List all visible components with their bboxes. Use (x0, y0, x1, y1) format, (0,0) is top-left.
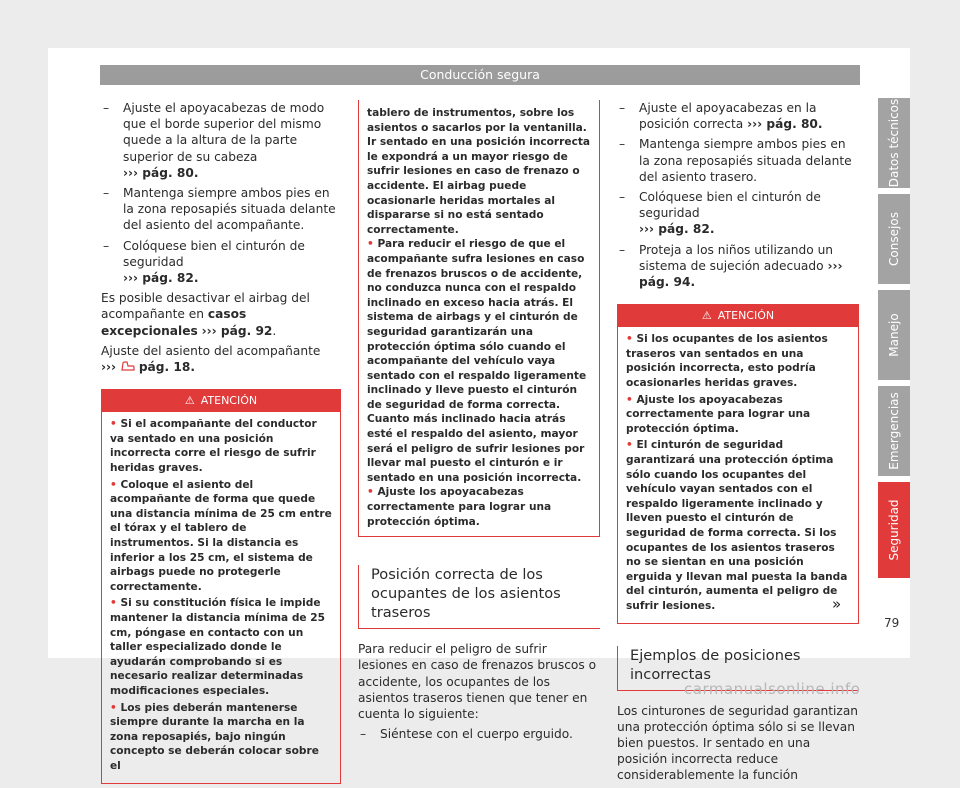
list-item: – Ajuste el apoyacabezas en la posición correcta ››› pág. 80. (617, 100, 859, 132)
list-item: – Siéntese con el cuerpo erguido. (358, 726, 600, 742)
page-number: 79 (884, 616, 900, 630)
page-reference[interactable]: ››› pág. 92 (201, 323, 273, 338)
warning-box-continued: tablero de instrumentos, sobre los asientos o sacarlos por la ventanilla. Ir sentado en una posición incorrecta le expondrá a un mayor riesgo de sufrir lesiones en caso de frenazo o accidente. El airbag puede ocasionarle heridas mortales al dispararse si no está sentado correctamente. • Para reducir el riesgo de que el acompañante sufra lesiones en caso de frenazos bruscos o de accidente, no conduzca nunca con el respaldo inclinado en exceso hacia atrás. El sistema de airbags y el cinturón de seguridad garantizarán una protección óptima sólo cuando el acompañante del vehículo vaya sentado con el respaldo ligeramente inclinado y lleve puesto el cinturón de seguridad de forma correcta. Cuanto más inclinado hacia atrás esté el respaldo del asiento, mayor será el peligro de sufrir lesiones por llevar mal puesto el cinturón e ir sentado en una posición incorrecta. • Ajuste los apoyacabezas correctamente para lograr una protección óptima. (358, 100, 600, 537)
bullet-icon: • (626, 333, 637, 346)
warning-body (618, 327, 858, 622)
list-item: – Ajuste el apoyacabezas de modo que el borde superior del mismo quede a la altura de la parte superior de su cabeza ››› pág. 80. (101, 100, 341, 181)
tab-manejo[interactable]: Manejo (878, 290, 910, 380)
paragraph: Es posible desactivar el airbag del acompañante en casos excepcionales ››› pág. 92. (101, 291, 310, 338)
page-header: Conducción segura (100, 65, 860, 85)
bullet-icon: • (626, 439, 637, 452)
list-item: – Mantenga siempre ambos pies en la zona reposapiés situada delante del asiento trasero. (617, 136, 859, 185)
page-reference[interactable]: ››› pág. 94. (639, 258, 843, 290)
page-reference[interactable]: pág. 18. (138, 360, 195, 375)
warning-triangle-icon: ⚠ (184, 394, 195, 408)
seat-icon (120, 361, 135, 372)
warning-item: • Los pies deberán mantenerse siempre durante la marcha en la zona reposapiés, bajo ningún concepto se deberán colocar sobre el (110, 701, 319, 772)
paragraph: Para reducir el peligro de sufrir lesiones en caso de frenazos bruscos o accidente, los ocupantes de los asientos traseros tienen que tener en cuenta lo siguiente: (358, 642, 597, 722)
bullet-icon: • (110, 701, 121, 714)
bullet-icon: • (367, 486, 378, 499)
column-2 (358, 100, 600, 746)
warning-triangle-icon: ⚠ (701, 309, 712, 323)
warning-item: • Si su constitución física le impide mantener la distancia mínima de 25 cm, póngase en contacto con un taller especializado donde le ayudarán comprobando si es necesario realizar determinadas modificaciones especiales. (110, 597, 326, 697)
list-item: – Proteja a los niños utilizando un sistema de sujeción adecuado ››› pág. 94. (617, 242, 859, 291)
bullet-icon: • (626, 393, 637, 406)
warning-body (102, 412, 340, 782)
chapter-tabs (878, 98, 910, 584)
bullet-icon: • (367, 238, 378, 251)
warning-item: • El cinturón de seguridad garantizará una protección óptima sólo cuando los ocupantes del vehículo vayan sentados con el respaldo ligeramente inclinado y lleven puesto el cinturón de seguridad de forma correcta. Si los ocupantes de los asientos traseros no se sientan en una posición erguida y llevan mal puesta la banda del cinturón, aumenta el peligro de sufrir lesiones. (626, 439, 848, 612)
continue-arrow-icon: » (832, 595, 842, 613)
warning-box (617, 304, 859, 623)
warning-item: • Ajuste los apoyacabezas correctamente para lograr una protección óptima. (626, 393, 811, 435)
tab-consejos[interactable]: Consejos (878, 194, 910, 284)
tab-seguridad[interactable]: Seguridad (878, 482, 910, 578)
tab-datos-tecnicos[interactable]: Datos técnicos (878, 98, 910, 188)
warning-item: • Si los ocupantes de los asientos traseros van sentados en una posición incorrecta, esto podría ocasionarles heridas graves. (626, 333, 828, 390)
tab-emergencias[interactable]: Emergencias (878, 386, 910, 476)
list-item: – Mantenga siempre ambos pies en la zona reposapiés situada delante del asiento del acompañante. (101, 185, 341, 234)
watermark: carmanualsonline.info (684, 680, 861, 698)
warning-header: ⚠ ATENCIÓN (618, 305, 858, 327)
warning-item: • Coloque el asiento del acompañante de forma que quede una distancia mínima de 25 cm entre el tórax y el tablero de instrumentos. Si la distancia es inferior a los 25 cm, el sistema de airbags puede no protegerle correctamente. (110, 478, 332, 593)
section-title: Posición correcta de los ocupantes de los asientos traseros (358, 565, 600, 629)
warning-header: ⚠ ATENCIÓN (102, 390, 340, 412)
bullet-icon: • (110, 418, 121, 431)
page-reference[interactable]: ››› pág. 80. (123, 165, 199, 180)
warning-item: • Ajuste los apoyacabezas correctamente para lograr una protección óptima. (367, 486, 552, 528)
column-1 (101, 100, 341, 784)
paragraph: Los cinturones de seguridad garantizan una protección óptima sólo si se llevan bien puestos. Ir sentado en una posición incorrecta reduce considerablemente la función (617, 703, 859, 783)
warning-item: • Si el acompañante del conductor va sentado en una posición incorrecta corre el riesgo de sufrir heridas graves. (110, 418, 317, 475)
page-reference[interactable]: ››› pág. 80. (747, 117, 823, 132)
page-reference[interactable]: ››› pág. 82. (639, 222, 715, 237)
page-reference[interactable]: ››› pág. 82. (123, 271, 199, 286)
warning-box (101, 389, 341, 783)
bullet-icon: • (110, 597, 121, 610)
section-title: Ejemplos de posiciones incorrectas (617, 646, 859, 691)
list-item: – Colóquese bien el cinturón de seguridad ››› pág. 82. (617, 189, 859, 238)
paragraph: Ajuste del asiento del acompañante ››› pág. 18. (101, 343, 321, 375)
bullet-icon: • (110, 478, 121, 491)
list-item: – Colóquese bien el cinturón de seguridad ››› pág. 82. (101, 238, 341, 287)
warning-item: • Para reducir el riesgo de que el acompañante sufra lesiones en caso de frenazos bruscos o de accidente, no conduzca nunca con el respaldo inclinado en exceso hacia atrás. El sistema de airbags y el cinturón de seguridad garantizarán una protección óptima sólo cuando el acompañante del vehículo vaya sentado con el respaldo ligeramente inclinado y lleve puesto el cinturón de seguridad de forma correcta. Cuanto más inclinado hacia atrás esté el respaldo del asiento, mayor será el peligro de sufrir lesiones por llevar mal puesto el cinturón e ir sentado en una posición incorrecta. (367, 238, 587, 484)
